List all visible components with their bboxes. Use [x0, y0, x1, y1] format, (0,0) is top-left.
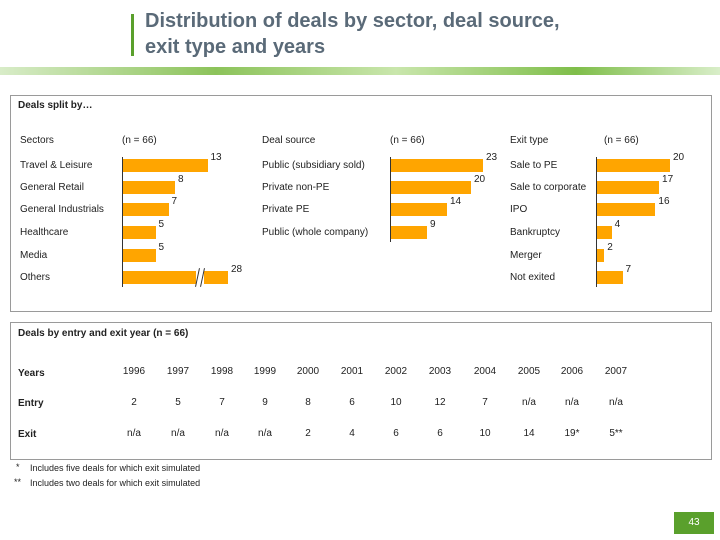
chart-1-value-label: 14: [450, 196, 462, 207]
chart-2-category-label: Bankruptcy: [510, 227, 561, 238]
chart-0-n-label: (n = 66): [122, 135, 157, 146]
chart-2-category-label: Sale to PE: [510, 160, 558, 171]
chart-0-category-label: Media: [20, 250, 48, 261]
chart-0-value-label: 13: [210, 152, 222, 163]
table-cell: 10: [479, 428, 491, 439]
table-cell: n/a: [127, 428, 141, 439]
table-year-header: 2006: [560, 366, 584, 377]
table-cell: n/a: [522, 397, 536, 408]
table-cell: 4: [349, 428, 355, 439]
page-title: Distribution of deals by sector, deal source, exit type and years: [145, 10, 560, 58]
chart-1-bar: [391, 226, 427, 239]
chart-1-value-label: 23: [486, 152, 498, 163]
table-cell: 19*: [564, 428, 580, 439]
table-row-label: Entry: [18, 398, 44, 409]
table-cell: 5: [175, 397, 181, 408]
table-cell: 8: [305, 397, 311, 408]
table-year-header: 2001: [340, 366, 364, 377]
table-year-header: 2004: [473, 366, 497, 377]
table-cell: 6: [349, 397, 355, 408]
chart-2-n-label: (n = 66): [604, 135, 639, 146]
table-year-header: 2007: [604, 366, 628, 377]
chart-2-value-label: 7: [625, 264, 632, 275]
chart-2-category-label: IPO: [510, 204, 528, 215]
footnote-text-1: Includes five deals for which exit simulated: [30, 463, 201, 473]
table-header-label: Years: [18, 368, 45, 379]
footnote-text-2: Includes two deals for which exit simulated: [30, 478, 201, 488]
chart-0-category-label: General Industrials: [20, 204, 104, 215]
chart-0-bar: [123, 181, 175, 194]
chart-0-category-label: Travel & Leisure: [20, 160, 93, 171]
chart-2-value-label: 2: [607, 242, 613, 253]
table-cell: n/a: [215, 428, 229, 439]
chart-0-bar: [123, 159, 208, 172]
table-cell: 14: [523, 428, 535, 439]
table-cell: 9: [262, 397, 268, 408]
table-cell: 7: [482, 397, 488, 408]
chart-1-category-label: Private PE: [262, 204, 310, 215]
table-year-header: 2002: [384, 366, 408, 377]
chart-2-bar: [597, 249, 604, 262]
chart-1-category-label: Public (subsidiary sold): [262, 160, 365, 171]
entry-exit-panel: [10, 322, 712, 460]
chart-2-value-label: 16: [658, 196, 670, 207]
decorative-band: [0, 67, 720, 75]
table-year-header: 1997: [166, 366, 190, 377]
chart-0-value-label: 5: [158, 242, 165, 253]
chart-2-value-label: 20: [673, 152, 685, 163]
chart-2-bar: [597, 271, 623, 284]
chart-0-value-label: 8: [178, 174, 184, 185]
table-cell: 5**: [609, 428, 623, 439]
chart-1-category-label: Public (whole company): [262, 227, 369, 238]
chart-1-n-label: (n = 66): [390, 135, 425, 146]
table-cell: 7: [219, 397, 225, 408]
chart-2-bar: [597, 159, 670, 172]
deals-split-title: Deals split by…: [18, 100, 93, 111]
chart-1-bar: [391, 203, 447, 216]
table-year-header: 1998: [210, 366, 234, 377]
chart-0-category-label: Others: [20, 272, 51, 283]
page-number: 43: [674, 512, 714, 534]
chart-2-header: Exit type: [510, 135, 549, 146]
table-year-header: 2000: [296, 366, 320, 377]
chart-2-category-label: Sale to corporate: [510, 182, 587, 193]
table-cell: n/a: [258, 428, 272, 439]
chart-0-category-label: Healthcare: [20, 227, 69, 238]
chart-2-bar: [597, 203, 655, 216]
chart-2-bar: [597, 226, 612, 239]
table-cell: 2: [131, 397, 137, 408]
chart-0-value-label: 7: [171, 196, 178, 207]
table-cell: n/a: [565, 397, 579, 408]
table-year-header: 2005: [517, 366, 541, 377]
footnote-mark-2: **: [14, 477, 22, 487]
chart-1-value-label: 20: [474, 174, 486, 185]
chart-2-value-label: 4: [614, 219, 621, 230]
chart-2-bar: [597, 181, 659, 194]
table-cell: n/a: [609, 397, 623, 408]
chart-0-bar: [123, 249, 156, 262]
footnote-mark-1: *: [16, 462, 20, 472]
table-year-header: 1996: [122, 366, 146, 377]
chart-0-header: Sectors: [20, 135, 54, 146]
table-cell: 6: [393, 428, 399, 439]
table-cell: 10: [390, 397, 402, 408]
table-cell: 6: [437, 428, 443, 439]
entry-exit-title: Deals by entry and exit year (n = 66): [18, 328, 189, 339]
chart-0-bar: [123, 203, 169, 216]
chart-2-category-label: Not exited: [510, 272, 556, 283]
chart-0-category-label: General Retail: [20, 182, 84, 193]
chart-1-bar: [391, 181, 471, 194]
chart-0-bar: [123, 226, 156, 239]
table-cell: 12: [434, 397, 446, 408]
table-year-header: 2003: [428, 366, 452, 377]
chart-0-bar: [123, 271, 228, 284]
chart-2-category-label: Merger: [510, 250, 542, 261]
chart-1-bar: [391, 159, 483, 172]
chart-0-axis: [122, 157, 123, 287]
chart-1-value-label: 9: [430, 219, 436, 230]
table-row-label: Exit: [18, 429, 37, 440]
chart-0-value-label: 28: [231, 264, 243, 275]
chart-2-value-label: 17: [662, 174, 674, 185]
chart-0-value-label: 5: [158, 219, 165, 230]
chart-1-category-label: Private non-PE: [262, 182, 330, 193]
table-cell: 2: [305, 428, 311, 439]
table-year-header: 1999: [253, 366, 277, 377]
title-accent-bar: [131, 14, 134, 56]
chart-1-header: Deal source: [262, 135, 316, 146]
table-cell: n/a: [171, 428, 185, 439]
chart-2-axis: [596, 157, 597, 287]
